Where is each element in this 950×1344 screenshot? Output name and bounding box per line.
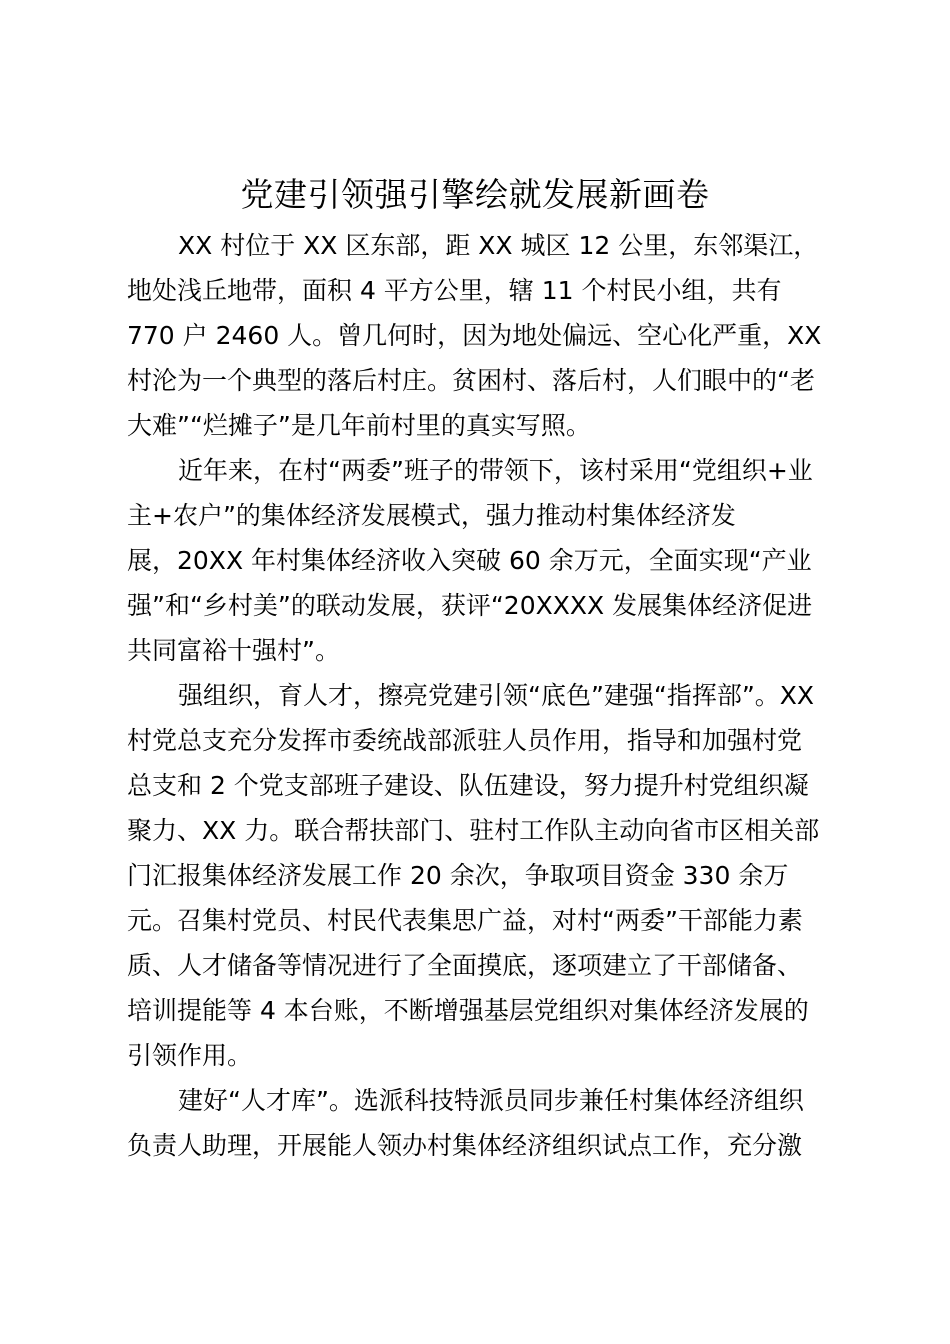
- text-line: 近年来，在村“两委”班子的带领下，该村采用“党组织+业: [178, 456, 813, 485]
- text-line: 总支和 2 个党支部班子建设、队伍建设，努力提升村党组织凝: [127, 771, 809, 800]
- text-line: 主+农户”的集体经济发展模式，强力推动村集体经济发: [127, 501, 736, 530]
- text-line: 大难”“烂摊子”是几年前村里的真实写照。: [127, 411, 591, 440]
- text-line: 强”和“乡村美”的联动发展，获评“20XXXX 发展集体经济促进: [127, 591, 813, 620]
- text-line: 聚力、XX 力。联合帮扶部门、驻村工作队主动向省市区相关部: [127, 816, 820, 845]
- text-line: 建好“人才库”。选派科技特派员同步兼任村集体经济组织: [178, 1086, 804, 1115]
- text-line: 质、人才储备等情况进行了全面摸底，逐项建立了干部储备、: [127, 951, 803, 980]
- text-line: 村沦为一个典型的落后村庄。贫困村、落后村，人们眼中的“老: [127, 366, 815, 395]
- text-line: 引领作用。: [127, 1041, 253, 1070]
- text-line: 共同富裕十强村”。: [127, 636, 340, 665]
- text-line: 负责人助理，开展能人领办村集体经济组织试点工作，充分激: [127, 1131, 803, 1160]
- text-line: 门汇报集体经济发展工作 20 余次，争取项目资金 330 余万: [127, 861, 789, 890]
- text-line: 展，20XX 年村集体经济收入突破 60 余万元，全面实现“产业: [127, 546, 812, 575]
- text-line: 村党总支充分发挥市委统战部派驻人员作用，指导和加强村党: [127, 726, 803, 755]
- text-line: 强组织，育人才，擦亮党建引领“底色”建强“指挥部”。XX: [178, 681, 815, 710]
- text-line: 元。召集村党员、村民代表集思广益，对村“两委”干部能力素: [127, 906, 803, 935]
- text-line: XX 村位于 XX 区东部，距 XX 城区 12 公里，东邻渠江，: [178, 231, 819, 260]
- document-title: 党建引领强引擎绘就发展新画卷: [240, 175, 710, 214]
- text-line: 地处浅丘地带，面积 4 平方公里，辖 11 个村民小组，共有: [127, 276, 782, 305]
- text-line: 培训提能等 4 本台账，不断增强基层党组织对集体经济发展的: [127, 996, 809, 1025]
- text-line: 770 户 2460 人。曾几何时，因为地处偏远、空心化严重，XX: [127, 321, 822, 350]
